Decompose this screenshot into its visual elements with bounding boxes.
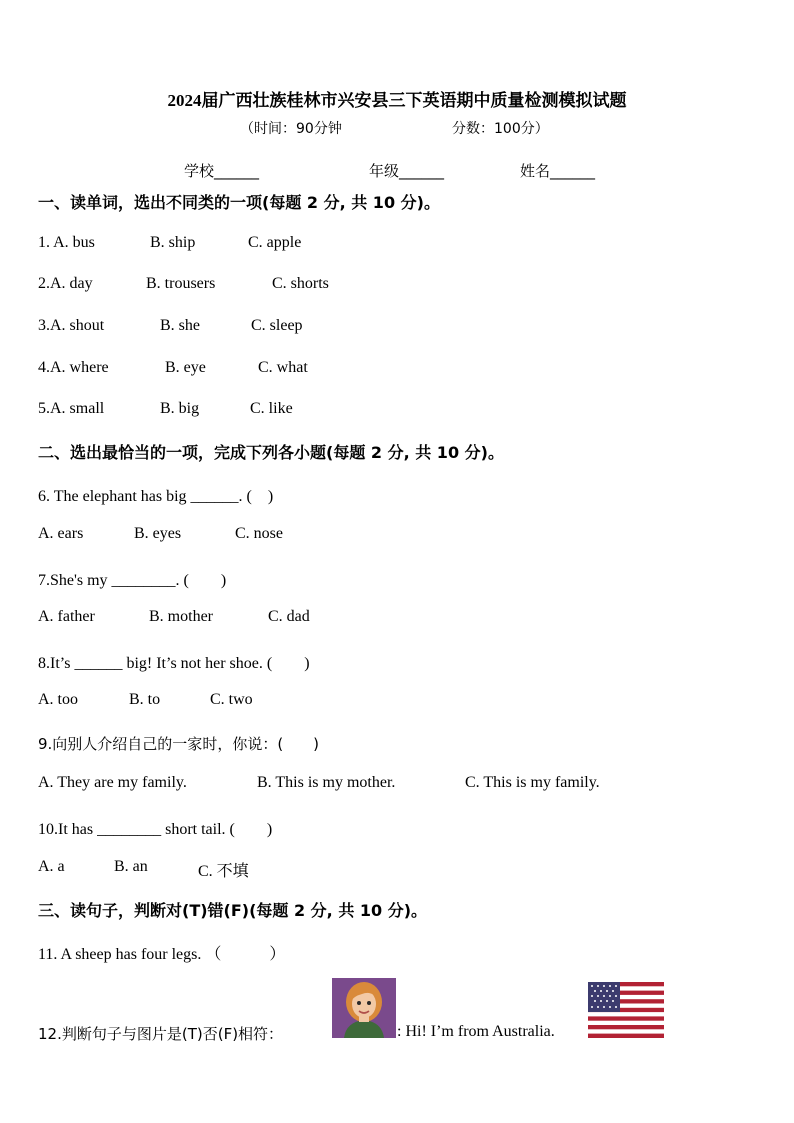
q4-option-b: B. eye [165,359,206,376]
q9-option-a: A. They are my family. [38,774,187,791]
q12-sentence: : Hi! I’m from Australia. [397,1023,555,1040]
us-flag-icon [588,982,664,1038]
q1-option-c: C. apple [248,234,302,251]
q2-option-c: C. shorts [272,275,329,292]
q7-option-a: A. father [38,608,95,625]
school-field: 学校______ [184,162,260,180]
q7-option-b: B. mother [149,608,213,625]
q2-option-b: B. trousers [146,275,216,292]
exam-title: 2024届广西壮族桂林市兴安县三下英语期中质量检测模拟试题 [167,91,627,110]
q7-stem: 7.She's my ________. ( ) [38,572,227,589]
q5-option-c: C. like [250,400,293,417]
q10-option-c: C. 不填 [198,863,249,880]
q3-option-c: C. sleep [251,317,303,334]
q7-option-c: C. dad [268,608,310,625]
q6-stem: 6. The elephant has big ______. ( ) [38,488,274,505]
q8-option-b: B. to [129,691,161,708]
q8-option-a: A. too [38,691,78,708]
q5-option-b: B. big [160,400,200,417]
q10-stem: 10.It has ________ short tail. ( ) [38,821,273,838]
q9-option-b: B. This is my mother. [257,774,396,791]
q11-stem: 11. A sheep has four legs. （ ） [38,946,286,963]
q3-option-a: 3.A. shout [38,317,105,334]
q4-option-a: 4.A. where [38,359,109,376]
q8-stem: 8.It’s ______ big! It’s not her shoe. ( ) [38,655,310,672]
exam-score: 分数：100分） [452,121,549,137]
q6-option-c: C. nose [235,525,283,542]
q4-option-c: C. what [258,359,308,376]
section1-heading: 一、读单词，选出不同类的一项(每题 2 分, 共 10 分)。 [38,193,440,212]
q6-option-a: A. ears [38,525,84,542]
q1-option-a: 1. A. bus [38,234,95,251]
q10-option-a: A. a [38,858,65,875]
name-field: 姓名______ [520,162,596,180]
exam-time: （时间：90分钟 [240,121,342,137]
q5-option-a: 5.A. small [38,400,105,417]
q10-option-b: B. an [114,858,148,875]
section3-heading: 三、读句子，判断对(T)错(F)(每题 2 分, 共 10 分)。 [38,901,428,920]
grade-field: 年级______ [369,162,445,180]
girl-portrait-icon [332,978,396,1038]
q8-option-c: C. two [210,691,253,708]
q6-option-b: B. eyes [134,525,182,542]
q2-option-a: 2.A. day [38,275,93,292]
section2-heading: 二、选出最恰当的一项，完成下列各小题(每题 2 分, 共 10 分)。 [38,443,504,462]
q3-option-b: B. she [160,317,200,334]
q1-option-b: B. ship [150,234,196,251]
q12-prefix: 12.判断句子与图片是(T)否(F)相符： [38,1025,284,1043]
q9-stem: 9.向别人介绍自己的一家时，你说：( ) [38,735,320,753]
q9-option-c: C. This is my family. [465,774,600,791]
